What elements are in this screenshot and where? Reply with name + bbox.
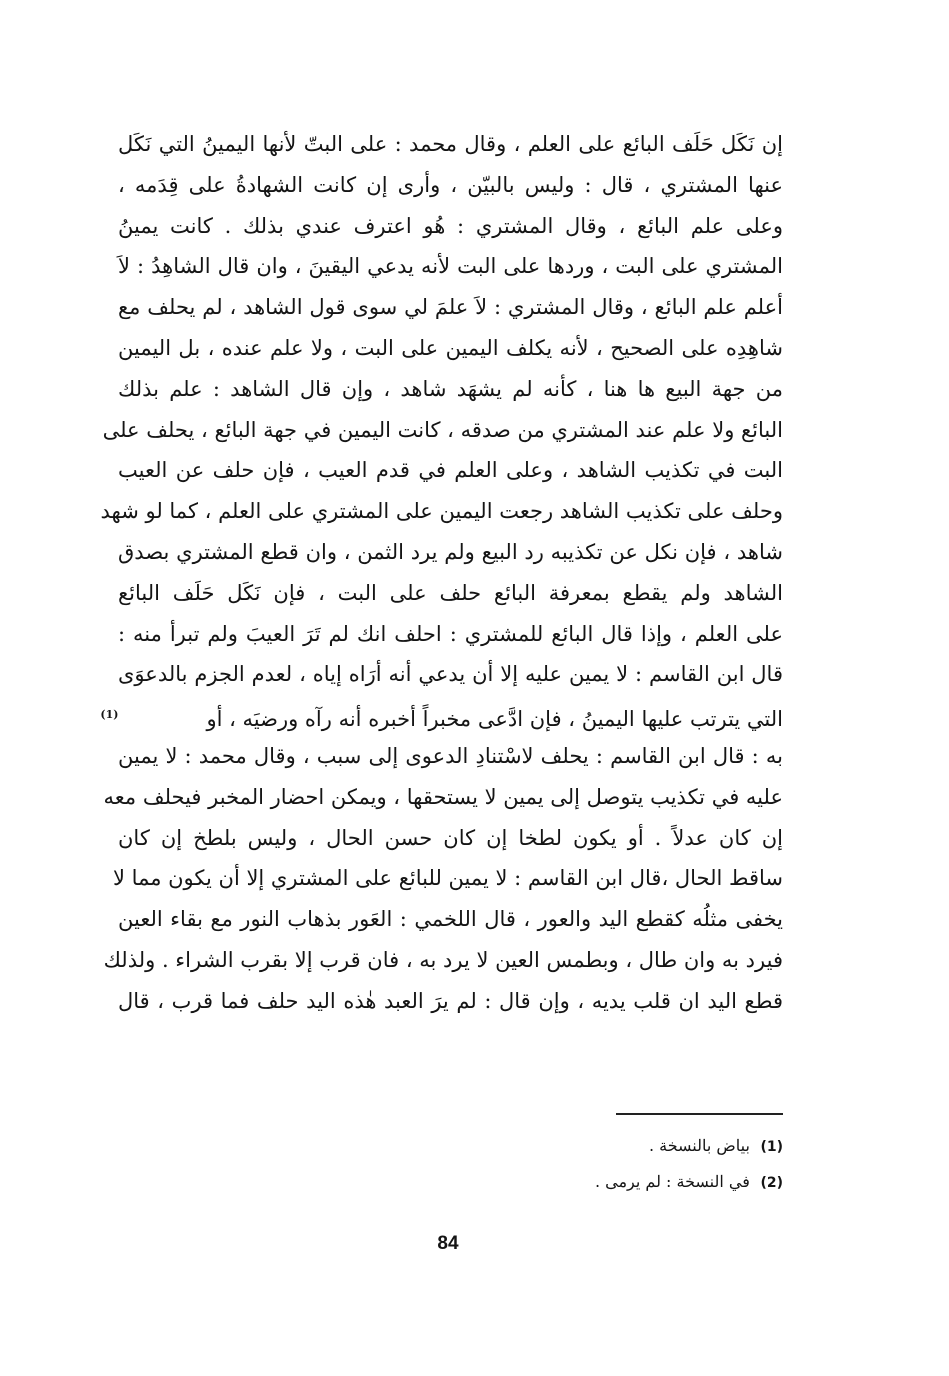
- text-line: قال ابن القاسم : لا يمين عليه إلا أن يدعي أنه أرَاه إياه ، لعدم الجزم بالدعوَى: [118, 662, 783, 687]
- text-line: وعلى علم البائع ، وقال المشتري : هُو اعترف عندي بذلك . كانت يمينُ: [118, 213, 783, 238]
- text-line: شاهد ، فإن نكل عن تكذيبه رد البيع ولم يرد الثمن ، وان قطع المشتري بصدق: [118, 539, 783, 564]
- text-line: البائع ولا علم عند المشتري من صدقه ، كانت اليمين في جهة البائع ، يحلف على: [102, 417, 783, 442]
- text-line: أعلم علم البائع ، وقال المشتري : لاَ علمَ لي سوى قول الشاهد ، لم يحلف مع: [118, 295, 783, 320]
- text-line: ساقط الحال ،قال ابن القاسم : لا يمين للبائع على المشتري إلا أن يكون مما لا: [113, 866, 783, 891]
- text-line: فيرد به وان طال ، وبطمس العين لا يرد به ، فان قرب إلا بقرب الشراء . ولذلك: [103, 947, 783, 972]
- text-line: إن كان عدلاً . أو يكون لطخا إن كان حسن الحال ، وليس بلطخ إن كان: [118, 825, 783, 850]
- footnote-item: [420, 1128, 783, 1164]
- main-text-block: [100, 124, 783, 1022]
- text-line: يخفى مثلُه كقطع اليد والعور ، قال اللخمي : العَور بذهاب النور مع بقاء العين: [118, 907, 783, 932]
- text-line: إن نَكَل حَلَف البائع على العلم ، وقال محمد : على البتّ لأنها اليمينُ التي نَكَل: [118, 132, 783, 156]
- text-line: عليه في تكذيب يتوصل إلى يمين لا يستحقها ، ويمكن احضار المخبر فيحلف معه: [103, 784, 783, 809]
- text-line: عنها المشتري ، قال : وليس بالبيّن ، وأرى إن كانت الشهادةُ على قِدَمه ،: [118, 172, 783, 197]
- text-line-segment: التي يترتب عليها اليمينُ ، فإن ادَّعى مخبراً أخبره أنه رآه ورضيَه ، أو: [206, 707, 783, 732]
- text-line: وحلف على تكذيب الشاهد رجعت اليمين على المشتري على العلم ، كما لو شهد: [100, 499, 783, 524]
- footnote-number: (2): [760, 1175, 783, 1191]
- page-number: 84: [437, 1233, 459, 1254]
- text-line: المشتري على البت ، وردها على البت لأنه يدعي اليقينَ ، وان قال الشاهِدُ : لاَ: [118, 254, 783, 279]
- text-line: على العلم ، وإذا قال البائع للمشتري : احلف انك لم تَرَ العيبَ ولم تبرأ منه :: [118, 621, 783, 646]
- footnote-number: (1): [760, 1139, 783, 1155]
- footnote-item: [420, 1164, 783, 1200]
- footnote-text: في النسخة : لم يرمى .: [594, 1172, 750, 1191]
- text-line: البت في تكذيب الشاهد ، وعلى العلم في قدم العيب ، فإن حلف عن العيب: [118, 458, 783, 483]
- text-line: قطع اليد ان قلب يديه ، وإن قال : لم يرَ العبد هٰذه اليد حلف فما قرب ، قال: [118, 988, 783, 1013]
- footnote-divider: [616, 1113, 783, 1115]
- text-line: من جهة البيع ها هنا ، كأنه لم يشهَد شاهد ، وإن قال الشاهد : علم بذلك: [118, 376, 783, 401]
- text-line: شاهِدِه على الصحيح ، لأنه يكلف اليمين على البت ، ولا علم عنده ، بل اليمين: [118, 335, 783, 360]
- footnote-text: بياض بالنسخة .: [648, 1136, 750, 1155]
- text-line: به : قال ابن القاسم : يحلف لاسْتنادِ الدعوى إلى سبب ، وقال محمد : لا يمين: [118, 743, 783, 768]
- footnotes: [420, 1128, 783, 1200]
- text-line: الشاهد ولم يقطع بمعرفة البائع حلف على البت ، فإن نَكَل حَلَف البائع: [118, 580, 783, 605]
- footnote-ref-1: (1): [100, 708, 119, 722]
- text-line-with-note: [100, 695, 783, 736]
